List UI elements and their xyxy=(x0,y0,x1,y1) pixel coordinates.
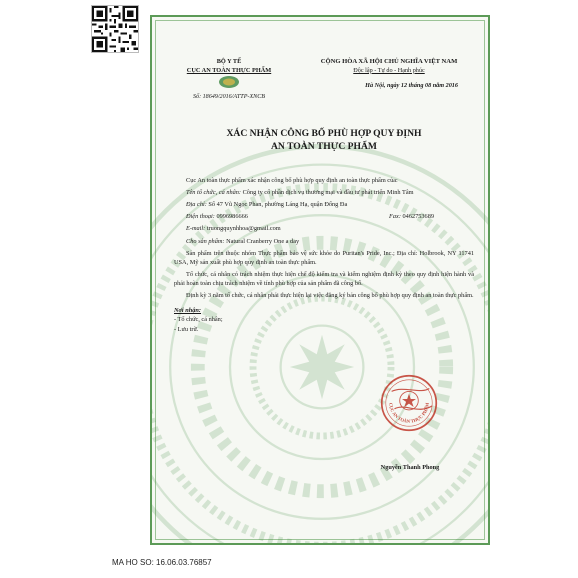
document-title xyxy=(174,128,474,154)
national-header xyxy=(304,57,474,102)
dossier-code: MA HO SO: 16.06.03.76857 xyxy=(112,558,212,567)
phone-label: Điện thoại: xyxy=(186,213,215,221)
phone-value: 0996986666 xyxy=(216,213,248,221)
email-value: truongquynhhoa@gmail.com xyxy=(206,225,281,233)
ministry-name: BỘ Y TẾ xyxy=(216,58,242,65)
food-safety-logo-icon xyxy=(218,75,240,89)
email-label: E-mail: xyxy=(186,225,206,233)
fax-value: 0462753689 xyxy=(402,213,434,221)
qr-code-icon xyxy=(92,6,138,52)
certificate-document xyxy=(150,15,490,545)
recipients-title: Nơi nhận: xyxy=(174,307,202,315)
address-value: Số 47 Vũ Ngọc Phan, phường Láng Hạ, quận Đống Đa xyxy=(208,201,348,209)
org-label: Tên tổ chức, cá nhân: xyxy=(186,189,242,197)
intro-paragraph: Cục An toàn thực phẩm xác nhận công bố phù hợp quy định an toàn thực phẩm của: xyxy=(186,176,398,184)
issuer-block xyxy=(174,57,284,102)
national-motto: Độc lập - Tự do - Hạnh phúc xyxy=(353,66,425,74)
org-value: Công ty cổ phần dịch vụ thương mại và đầu tư phát triển Minh Tâm xyxy=(242,189,414,197)
qr-code xyxy=(91,5,139,53)
phone-fax-row xyxy=(174,212,474,221)
address-label: Địa chỉ: xyxy=(186,201,207,209)
recipient-item: - Lưu trữ. xyxy=(174,325,199,333)
email-row xyxy=(174,224,474,233)
recipients-block xyxy=(174,306,474,333)
issue-date: Hà Nội, ngày 12 tháng 08 năm 2016 xyxy=(365,81,458,89)
address-row xyxy=(174,200,474,209)
signer-name: Nguyễn Thanh Phong xyxy=(380,464,440,471)
origin-paragraph: Sản phẩm trên thuộc nhóm Thực phẩm bảo vệ sức khỏe do Puritan's Pride, Inc.; Địa chỉ: Holbrook, NY 11741 USA, Mỹ sản xuất phù hợp quy định an toàn thực phẩm. xyxy=(174,249,474,266)
svg-text:CỤC AN TOÀN THỰC PHẨM xyxy=(387,402,431,425)
document-number: Số: 18649/2016/ATTP-XNCB xyxy=(192,94,266,101)
fax-label: Fax: xyxy=(389,213,401,221)
periodic-paragraph: Định kỳ 3 năm tổ chức, cá nhân phải thực hiện lại việc đăng ký bản công bố phù hợp quy định an toàn thực phẩm. xyxy=(186,292,474,300)
country-name: CỘNG HÒA XÃ HỘI CHỦ NGHĨA VIỆT NAM xyxy=(320,58,458,65)
title-line-1: XÁC NHẬN CÔNG BỐ PHÙ HỢP QUY ĐỊNH xyxy=(226,128,422,140)
product-label: Cho sản phẩm: xyxy=(186,237,225,245)
document-body xyxy=(174,176,474,300)
responsibility-paragraph: Tổ chức, cá nhân có trách nhiệm thực hiện chế độ kiểm tra và kiểm nghiệm định kỳ theo quy định hiện hành và phải hoàn toàn chịu trách nhiệm về tính phù hợp của sản phẩm đã công bố. xyxy=(174,270,474,288)
stamp-text: CỤC AN TOÀN THỰC PHẨM xyxy=(387,402,431,425)
official-red-stamp-icon xyxy=(380,374,438,432)
department-name: CỤC AN TOÀN THỰC PHẨM xyxy=(186,67,272,75)
product-row xyxy=(174,237,474,246)
org-row xyxy=(174,188,474,197)
title-line-2: AN TOÀN THỰC PHẨM xyxy=(271,141,377,153)
recipient-item: - Tổ chức, cá nhân; xyxy=(174,316,223,324)
product-value: Natural Cranberry One a day xyxy=(226,237,300,245)
